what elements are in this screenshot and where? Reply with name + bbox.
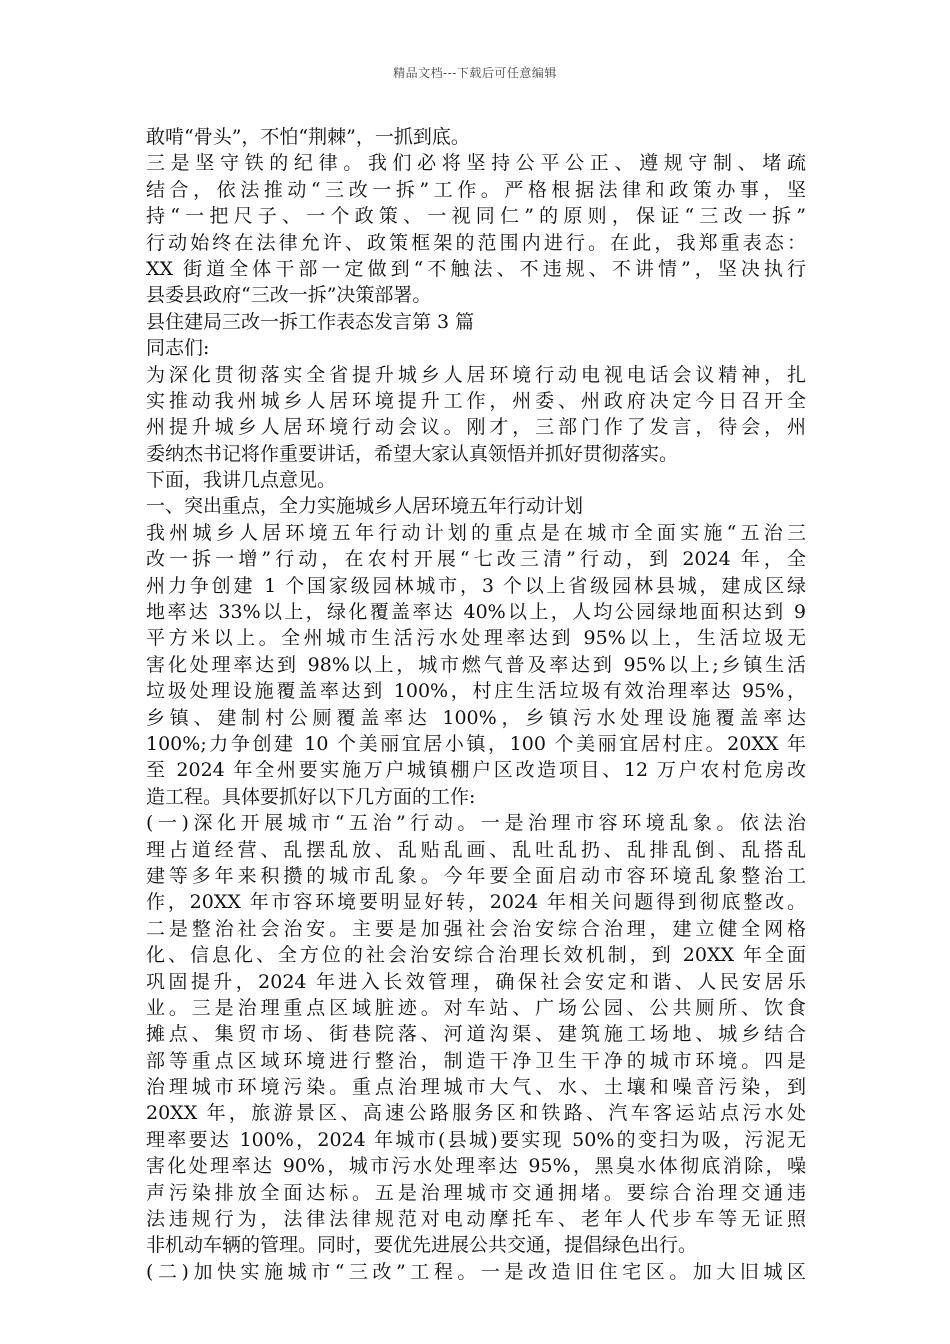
- text-line: 地率达 33%以上，绿化覆盖率达 40%以上，人均公园绿地面积达到 9: [146, 601, 806, 624]
- text-line: 建等多年来积攒的城市乱象。今年要全面启动市容环境乱象整治工: [146, 864, 806, 887]
- text-line: 非机动车辆的管理。同时，要优先进展公共交通，提倡绿色出行。: [146, 1234, 698, 1257]
- text-line: 州提升城乡人居环境行动会议。刚才，三部门作了发言，待会，州: [146, 416, 806, 439]
- text-line: 州力争创建 1 个国家级园林城市，3 个以上省级园林县城，建成区绿: [146, 574, 806, 597]
- text-line: 20XX 年，旅游景区、高速公路服务区和铁路、汽车客运站点污水处: [146, 1102, 806, 1125]
- text-line: 委纳杰书记将作重要讲话，希望大家认真领悟并抓好贯彻落实。: [146, 442, 679, 465]
- text-line: 业。三是治理重点区域脏迹。对车站、广场公园、公共厕所、饮食: [146, 996, 806, 1019]
- text-line: 作，20XX 年市容环境要明显好转，2024 年相关问题得到彻底整改。: [146, 891, 806, 914]
- text-line: (一)深化开展城市“五治”行动。一是治理市容环境乱象。依法治: [146, 812, 806, 835]
- text-line: 乡镇、建制村公厕覆盖率达 100%，乡镇污水处理设施覆盖率达: [146, 706, 806, 729]
- text-line: 100%;力争创建 10 个美丽宜居小镇，100 个美丽宜居村庄。20XX 年: [146, 732, 806, 755]
- text-line: 为深化贯彻落实全省提升城乡人居环境行动电视电话会议精神，扎: [146, 363, 806, 386]
- text-line: 平方米以上。全州城市生活污水处理率达到 95%以上，生活垃圾无: [146, 627, 806, 650]
- text-line: 行动始终在法律允许、政策框架的范围内进行。在此，我郑重表态：: [146, 231, 806, 254]
- text-line: 法违规行为，法律法律规范对电动摩托车、老年人代步车等无证照: [146, 1208, 806, 1231]
- text-line: 造工程。具体要抓好以下几方面的工作:: [146, 785, 476, 808]
- text-line: XX 街道全体干部一定做到“不触法、不违规、不讲情”，坚决执行: [146, 257, 806, 280]
- text-line: 同志们:: [146, 337, 210, 360]
- text-line: 巩固提升，2024 年进入长效管理，确保社会安定和谐、人民安居乐: [146, 970, 806, 993]
- text-line: 三是坚守铁的纪律。我们必将坚持公平公正、遵规守制、堵疏: [146, 152, 806, 175]
- text-line: 害化处理率达 90%，城市污水处理率达 95%，黑臭水体彻底消除，噪: [146, 1155, 806, 1178]
- text-line: 理占道经营、乱摆乱放、乱贴乱画、乱吐乱扔、乱排乱倒、乱搭乱: [146, 838, 806, 861]
- text-line: (二)加快实施城市“三改”工程。一是改造旧住宅区。加大旧城区: [146, 1260, 806, 1283]
- text-line: 二是整治社会治安。主要是加强社会治安综合治理，建立健全网格: [146, 917, 806, 940]
- text-line: 县委县政府“三改一拆”决策部署。: [146, 284, 432, 307]
- page-header: 精品文档---下载后可任意编辑: [393, 66, 557, 80]
- text-line: 县住建局三改一拆工作表态发言第 3 篇: [146, 310, 475, 333]
- text-line: 害化处理率达到 98%以上，城市燃气普及率达到 95%以上;乡镇生活: [146, 653, 806, 676]
- text-line: 结合，依法推动“三改一拆”工作。严格根据法律和政策办事，坚: [146, 178, 806, 201]
- text-line: 改一拆一增”行动，在农村开展“七改三清”行动，到 2024 年，全: [146, 548, 806, 571]
- text-line: 实推动我州城乡人居环境提升工作，州委、州政府决定今日召开全: [146, 389, 806, 412]
- text-line: 一、突出重点，全力实施城乡人居环境五年行动计划: [146, 495, 584, 518]
- text-line: 持“一把尺子、一个政策、一视同仁”的原则，保证“三改一拆”: [146, 205, 806, 228]
- text-line: 至 2024 年全州要实施万户城镇棚户区改造项目、12 万户农村危房改: [146, 759, 806, 782]
- text-line: 下面，我讲几点意见。: [146, 469, 337, 492]
- text-line: 摊点、集贸市场、街巷院落、河道沟渠、建筑施工场地、城乡结合: [146, 1023, 806, 1046]
- text-line: 声污染排放全面达标。五是治理城市交通拥堵。要综合治理交通违: [146, 1181, 806, 1204]
- text-line: 化、信息化、全方位的社会治安综合治理长效机制，到 20XX 年全面: [146, 944, 806, 967]
- text-line: 垃圾处理设施覆盖率达到 100%，村庄生活垃圾有效治理率达 95%，: [146, 680, 806, 703]
- text-line: 部等重点区域环境进行整治，制造干净卫生干净的城市环境。四是: [146, 1049, 806, 1072]
- text-line: 治理城市环境污染。重点治理城市大气、水、土壤和噪音污染，到: [146, 1076, 806, 1099]
- document-body: [146, 124, 806, 1285]
- text-line: 理率要达 100%，2024 年城市(县城)要实现 50%的变扫为吸，污泥无: [146, 1128, 806, 1151]
- text-line: 敢啃“骨头”，不怕“荆棘”，一抓到底。: [146, 126, 470, 148]
- text-line: 我州城乡人居环境五年行动计划的重点是在城市全面实施“五治三: [146, 521, 806, 544]
